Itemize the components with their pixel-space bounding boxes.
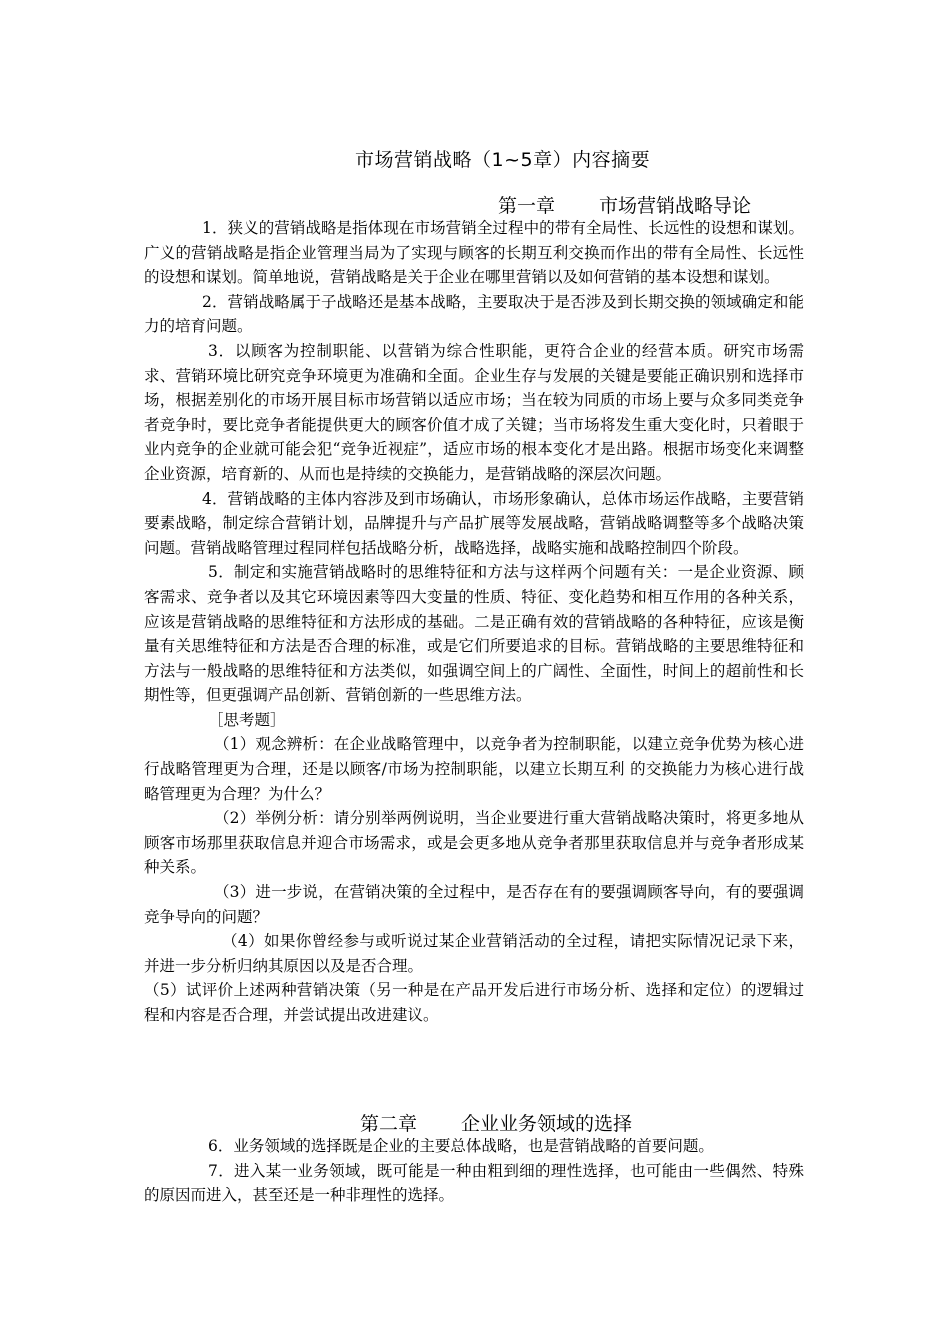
- chapter-2-body: [144, 1134, 804, 1208]
- questions-label: ［思考题］: [208, 710, 286, 729]
- paragraph-5: 5．制定和实施营销战略时的思维特征和方法与这样两个问题有关：一是企业资源、顾客需求、竞争者以及其它环境因素等四大变量的性质、特征、变化趋势和相互作用的各种关系，应该是营销战略的思维特征和方法形成的基础。二是正确有效的营销战略的各种特征，应该是衡量有关思维特征和方法是否合理的标准，或是它们所要追求的目标。营销战略的主要思维特征和方法与一般战略的思维特征和方法类似，如强调空间上的广阔性、全面性，时间上的超前性和长期性等，但更强调产品创新、营销创新的一些思维方法。: [144, 563, 804, 705]
- question-3: （3）进一步说，在营销决策的全过程中，是否存在有的要强调顾客导向，有的要强调竞争导向的问题？: [144, 883, 804, 926]
- paragraph-7: 7．进入某一业务领域，既可能是一种由粗到细的理性选择，也可能由一些偶然、特殊的原因而进入，甚至还是一种非理性的选择。: [144, 1161, 804, 1205]
- paragraph-3: 3．以顾客为控制职能、以营销为综合性职能，更符合企业的经营本质。研究市场需求、营销环境比研究竞争环境更为准确和全面。企业生存与发展的关键是要能正确识别和选择市场，根据差别化的市场开展目标市场营销以适应市场；当在较为同质的市场上要与众多同类竞争者竞争时，要比竞争者能提供更大的顾客价值才成了关键；当市场将发生重大变化时，只着眼于业内竞争的企业就可能会犯“竞争近视症”，适应市场的根本变化才是出路。根据市场变化来调整企业资源，培育新的、从而也是持续的交换能力，是营销战略的深层次问题。: [144, 341, 804, 483]
- chapter-2-label: 第二章: [360, 1113, 418, 1135]
- paragraph-4: 4．营销战略的主体内容涉及到市场确认，市场形象确认，总体市场运作战略，主要营销要素战略，制定综合营销计划，品牌提升与产品扩展等发展战略，营销战略调整等多个战略决策问题。营销战略管理过程同样包括战略分析，战略选择，战略实施和战略控制四个阶段。: [144, 489, 804, 557]
- question-1: （1）观念辨析：在企业战略管理中，以竞争者为控制职能，以建立竞争优势为核心进行战略管理更为合理，还是以顾客/市场为控制职能，以建立长期互利 的交换能力为核心进行战略管理更为合理？为什么？: [144, 735, 804, 803]
- paragraph-6: 6．业务领域的选择既是企业的主要总体战略，也是营销战略的首要问题。: [208, 1137, 714, 1155]
- paragraph-2: 2．营销战略属于子战略还是基本战略，主要取决于是否涉及到长期交换的领域确定和能力的培育问题。: [144, 292, 804, 336]
- question-4: （4）如果你曾经参与或听说过某企业营销活动的全过程，请把实际情况记录下来，并进一步分析归纳其原因以及是否合理。: [144, 932, 804, 975]
- chapter-1-name: 市场营销战略导论: [599, 195, 752, 217]
- question-5: （5）试评价上述两种营销决策（另一种是在产品开发后进行市场分析、选择和定位）的逻辑过程和内容是否合理，并尝试提出改进建议。: [144, 981, 804, 1024]
- chapter-2-name: 企业业务领域的选择: [461, 1113, 633, 1135]
- paragraph-1: 1．狭义的营销战略是指体现在市场营销全过程中的带有全局性、长远性的设想和谋划。广义的营销战略是指企业管理当局为了实现与顾客的长期互利交换而作出的带有全局性、长远性的设想和谋划。简单地说，营销战略是关于企业在哪里营销以及如何营销的基本设想和谋划。: [144, 219, 804, 287]
- chapter-2-heading: [360, 1109, 632, 1136]
- chapter-1-heading: [498, 191, 751, 218]
- chapter-1-label: 第一章: [498, 195, 556, 217]
- document-title: 市场营销战略（1~5章）内容摘要: [355, 149, 651, 171]
- chapter-1-body: [144, 216, 804, 1028]
- question-2: （2）举例分析：请分别举两例说明，当企业要进行重大营销战略决策时，将更多地从顾客市场那里获取信息并迎合市场需求，或是会更多地从竞争者那里获取信息并与竞争者形成某种关系。: [144, 809, 804, 877]
